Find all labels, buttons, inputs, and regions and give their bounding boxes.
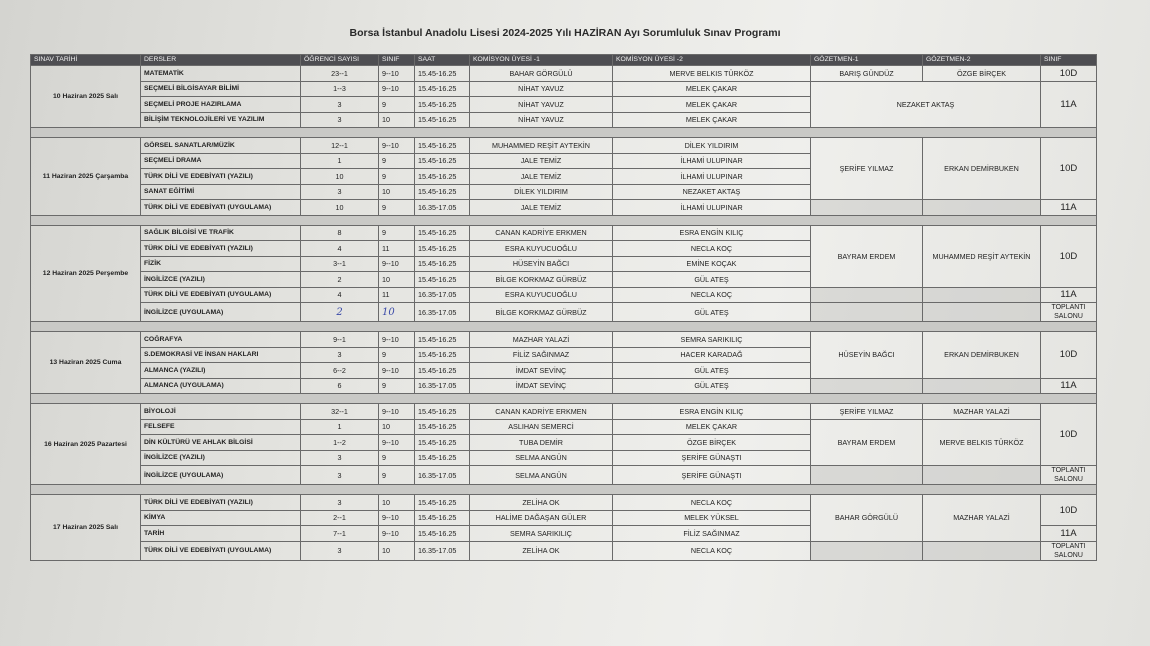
time: 16.35-17.05	[415, 287, 470, 303]
subject: SEÇMELİ PROJE HAZIRLAMA	[141, 97, 301, 113]
grade: 9	[379, 466, 415, 485]
empty-cell	[923, 200, 1041, 216]
committee-2: ÖZGE BİRÇEK	[613, 435, 811, 451]
subject: SEÇMELİ DRAMA	[141, 153, 301, 169]
committee-2: ŞERİFE GÜNAŞTI	[613, 450, 811, 466]
grade: 10	[379, 272, 415, 288]
subject: SEÇMELİ BİLGİSAYAR BİLİMİ	[141, 81, 301, 97]
time: 15.45-16.25	[415, 225, 470, 241]
room: 10D	[1041, 225, 1097, 287]
separator-row	[31, 485, 1097, 495]
room: 11A	[1041, 200, 1097, 216]
time: 15.45-16.25	[415, 332, 470, 348]
proctor-1: BAYRAM ERDEM	[811, 225, 923, 287]
exam-date: 13 Haziran 2025 Cuma	[31, 332, 141, 394]
grade: 9--10	[379, 138, 415, 154]
time: 15.45-16.25	[415, 169, 470, 185]
separator	[31, 485, 1097, 495]
committee-2: MELEK ÇAKAR	[613, 81, 811, 97]
room: TOPLANTI SALONU	[1041, 466, 1097, 485]
committee-2: ESRA ENGİN KILIÇ	[613, 225, 811, 241]
time: 15.45-16.25	[415, 66, 470, 82]
grade: 9--10	[379, 435, 415, 451]
subject: İNGİLİZCE (UYGULAMA)	[141, 466, 301, 485]
header-cell: DERSLER	[141, 55, 301, 66]
committee-1: TUBA DEMİR	[470, 435, 613, 451]
empty-cell	[923, 541, 1041, 560]
grade: 10	[379, 184, 415, 200]
room: 10D	[1041, 495, 1097, 526]
student-count: 10	[301, 169, 379, 185]
empty-cell	[811, 378, 923, 394]
committee-1: HALİME DAĞAŞAN GÜLER	[470, 510, 613, 526]
table-row	[31, 225, 1097, 241]
exam-schedule-table	[30, 54, 1097, 561]
grade: 9--10	[379, 510, 415, 526]
subject: KİMYA	[141, 510, 301, 526]
separator-row	[31, 322, 1097, 332]
time: 16.35-17.05	[415, 541, 470, 560]
table-row	[31, 332, 1097, 348]
time: 16.35-17.05	[415, 378, 470, 394]
committee-1: DİLEK YILDIRIM	[470, 184, 613, 200]
student-count: 6--2	[301, 363, 379, 379]
table-row	[31, 419, 1097, 435]
subject: BİYOLOJİ	[141, 404, 301, 420]
grade: 9	[379, 169, 415, 185]
committee-1: JALE TEMİZ	[470, 153, 613, 169]
room: 10D	[1041, 404, 1097, 466]
committee-2: FİLİZ SAĞINMAZ	[613, 526, 811, 542]
proctor-2: MERVE BELKIS TÜRKÖZ	[923, 419, 1041, 466]
committee-2: MELEK ÇAKAR	[613, 419, 811, 435]
time: 15.45-16.25	[415, 450, 470, 466]
subject: TÜRK DİLİ VE EDEBİYATI (YAZILI)	[141, 169, 301, 185]
grade: 10	[379, 541, 415, 560]
time: 15.45-16.25	[415, 419, 470, 435]
subject: MATEMATİK	[141, 66, 301, 82]
committee-1: FİLİZ SAĞINMAZ	[470, 347, 613, 363]
committee-2: EMİNE KOÇAK	[613, 256, 811, 272]
committee-1: ESRA KUYUCUOĞLU	[470, 287, 613, 303]
room: 10D	[1041, 332, 1097, 379]
time: 15.45-16.25	[415, 241, 470, 257]
page-title: Borsa İstanbul Anadolu Lisesi 2024-2025 Yılı HAZİRAN Ayı Sorumluluk Sınav Programı	[349, 27, 781, 39]
grade: 9	[379, 225, 415, 241]
grade: 9--10	[379, 526, 415, 542]
empty-cell	[923, 303, 1041, 322]
time: 15.45-16.25	[415, 184, 470, 200]
committee-2: İLHAMİ ULUPINAR	[613, 200, 811, 216]
committee-2: NECLA KOÇ	[613, 495, 811, 511]
proctor-1: ŞERİFE YILMAZ	[811, 138, 923, 200]
table-row	[31, 66, 1097, 82]
committee-2: ŞERİFE GÜNAŞTI	[613, 466, 811, 485]
header-cell: SAAT	[415, 55, 470, 66]
committee-1: BAHAR GÖRGÜLÜ	[470, 66, 613, 82]
grade: 10	[379, 419, 415, 435]
table-row	[31, 378, 1097, 394]
committee-2: ESRA ENGİN KILIÇ	[613, 404, 811, 420]
header-cell: SINIF	[1041, 55, 1097, 66]
separator	[31, 394, 1097, 404]
committee-2: GÜL ATEŞ	[613, 363, 811, 379]
subject: TARİH	[141, 526, 301, 542]
room: 11A	[1041, 287, 1097, 303]
table-row	[31, 81, 1097, 97]
empty-cell	[811, 200, 923, 216]
separator	[31, 215, 1097, 225]
grade: 11	[379, 241, 415, 257]
proctor-2: MAZHAR YALAZİ	[923, 495, 1041, 542]
subject: İNGİLİZCE (YAZILI)	[141, 450, 301, 466]
committee-2: MELEK ÇAKAR	[613, 112, 811, 128]
empty-cell	[923, 287, 1041, 303]
header-cell: GÖZETMEN-2	[923, 55, 1041, 66]
subject: S.DEMOKRASİ VE İNSAN HAKLARI	[141, 347, 301, 363]
committee-2: İLHAMİ ULUPINAR	[613, 153, 811, 169]
room: 11A	[1041, 378, 1097, 394]
subject: TÜRK DİLİ VE EDEBİYATI (UYGULAMA)	[141, 287, 301, 303]
committee-1: MAZHAR YALAZİ	[470, 332, 613, 348]
exam-date: 11 Haziran 2025 Çarşamba	[31, 138, 141, 216]
time: 15.45-16.25	[415, 347, 470, 363]
proctor-1: BAHAR GÖRGÜLÜ	[811, 495, 923, 542]
header-cell: KOMİSYON ÜYESİ -1	[470, 55, 613, 66]
student-count: 1	[301, 419, 379, 435]
table-row	[31, 138, 1097, 154]
committee-2: DİLEK YILDIRIM	[613, 138, 811, 154]
committee-2: İLHAMİ ULUPINAR	[613, 169, 811, 185]
subject: COĞRAFYA	[141, 332, 301, 348]
time: 16.35-17.05	[415, 200, 470, 216]
proctor-2: ERKAN DEMİRBUKEN	[923, 332, 1041, 379]
committee-1: BİLGE KORKMAZ GÜRBÜZ	[470, 272, 613, 288]
student-count: 3--1	[301, 256, 379, 272]
grade: 9--10	[379, 81, 415, 97]
subject: SANAT EĞİTİMİ	[141, 184, 301, 200]
committee-2: MERVE BELKIS TÜRKÖZ	[613, 66, 811, 82]
exam-date: 16 Haziran 2025 Pazartesi	[31, 404, 141, 485]
grade: 9	[379, 97, 415, 113]
committee-2: NECLA KOÇ	[613, 287, 811, 303]
empty-cell	[923, 466, 1041, 485]
committee-1: ZELİHA OK	[470, 541, 613, 560]
exam-date: 12 Haziran 2025 Perşembe	[31, 225, 141, 322]
committee-1: CANAN KADRİYE ERKMEN	[470, 404, 613, 420]
student-count: 12--1	[301, 138, 379, 154]
committee-1: MUHAMMED REŞİT AYTEKİN	[470, 138, 613, 154]
proctor-merged: NEZAKET AKTAŞ	[811, 81, 1041, 128]
time: 15.45-16.25	[415, 81, 470, 97]
committee-1: SEMRA SARIKILIÇ	[470, 526, 613, 542]
table-row	[31, 541, 1097, 560]
time: 15.45-16.25	[415, 510, 470, 526]
header-cell: SINAV TARİHİ	[31, 55, 141, 66]
student-count: 3	[301, 112, 379, 128]
committee-1: CANAN KADRİYE ERKMEN	[470, 225, 613, 241]
student-count: 8	[301, 225, 379, 241]
proctor-1: ŞERİFE YILMAZ	[811, 404, 923, 420]
empty-cell	[811, 466, 923, 485]
room: 10D	[1041, 138, 1097, 200]
subject: DİN KÜLTÜRÜ VE AHLAK BİLGİSİ	[141, 435, 301, 451]
empty-cell	[811, 287, 923, 303]
student-count: 3	[301, 541, 379, 560]
room: 10D	[1041, 66, 1097, 82]
committee-1: İMDAT SEVİNÇ	[470, 363, 613, 379]
student-count: 7--1	[301, 526, 379, 542]
student-count: 3	[301, 466, 379, 485]
committee-1: İMDAT SEVİNÇ	[470, 378, 613, 394]
grade: 9	[379, 378, 415, 394]
table-row	[31, 466, 1097, 485]
student-count: 6	[301, 378, 379, 394]
grade: 9--10	[379, 256, 415, 272]
grade: 9	[379, 450, 415, 466]
grade: 9	[379, 200, 415, 216]
grade: 9--10	[379, 332, 415, 348]
table-row	[31, 404, 1097, 420]
exam-date: 17 Haziran 2025 Salı	[31, 495, 141, 561]
grade: 9--10	[379, 404, 415, 420]
student-count: 10	[301, 200, 379, 216]
student-count: 3	[301, 495, 379, 511]
subject: İNGİLİZCE (UYGULAMA)	[141, 303, 301, 322]
subject: ALMANCA (YAZILI)	[141, 363, 301, 379]
student-count-handwritten: 2	[301, 303, 379, 322]
room: 11A	[1041, 81, 1097, 128]
grade: 11	[379, 287, 415, 303]
time: 16.35-17.05	[415, 303, 470, 322]
student-count: 1--2	[301, 435, 379, 451]
subject: SAĞLIK BİLGİSİ VE TRAFİK	[141, 225, 301, 241]
committee-1: SELMA ANGÜN	[470, 450, 613, 466]
exam-date: 10 Haziran 2025 Salı	[31, 66, 141, 128]
separator-row	[31, 215, 1097, 225]
room: TOPLANTI SALONU	[1041, 541, 1097, 560]
time: 15.45-16.25	[415, 363, 470, 379]
grade: 10	[379, 112, 415, 128]
subject: ALMANCA (UYGULAMA)	[141, 378, 301, 394]
committee-2: GÜL ATEŞ	[613, 272, 811, 288]
time: 15.45-16.25	[415, 272, 470, 288]
committee-2: GÜL ATEŞ	[613, 378, 811, 394]
subject: TÜRK DİLİ VE EDEBİYATI (UYGULAMA)	[141, 541, 301, 560]
subject: TÜRK DİLİ VE EDEBİYATI (YAZILI)	[141, 495, 301, 511]
committee-1: ZELİHA OK	[470, 495, 613, 511]
student-count: 2--1	[301, 510, 379, 526]
grade-handwritten: 10	[379, 303, 415, 322]
table-row	[31, 200, 1097, 216]
subject: FELSEFE	[141, 419, 301, 435]
separator	[31, 128, 1097, 138]
time: 15.45-16.25	[415, 256, 470, 272]
separator-row	[31, 394, 1097, 404]
time: 15.45-16.25	[415, 138, 470, 154]
time: 15.45-16.25	[415, 526, 470, 542]
committee-2: NECLA KOÇ	[613, 541, 811, 560]
grade: 9	[379, 153, 415, 169]
header-cell: KOMİSYON ÜYESİ -2	[613, 55, 811, 66]
student-count: 1--3	[301, 81, 379, 97]
header-cell: ÖĞRENCİ SAYISI	[301, 55, 379, 66]
grade: 9--10	[379, 66, 415, 82]
student-count: 4	[301, 241, 379, 257]
committee-2: HACER KARADAĞ	[613, 347, 811, 363]
time: 15.45-16.25	[415, 97, 470, 113]
committee-2: MELEK ÇAKAR	[613, 97, 811, 113]
subject: FİZİK	[141, 256, 301, 272]
subject: GÖRSEL SANATLAR/MÜZİK	[141, 138, 301, 154]
header-cell: SINIF	[379, 55, 415, 66]
committee-1: ESRA KUYUCUOĞLU	[470, 241, 613, 257]
committee-2: SEMRA SARIKILIÇ	[613, 332, 811, 348]
student-count: 3	[301, 97, 379, 113]
subject: TÜRK DİLİ VE EDEBİYATI (UYGULAMA)	[141, 200, 301, 216]
time: 15.45-16.25	[415, 112, 470, 128]
empty-cell	[811, 541, 923, 560]
separator	[31, 322, 1097, 332]
committee-2: NEZAKET AKTAŞ	[613, 184, 811, 200]
committee-1: JALE TEMİZ	[470, 200, 613, 216]
student-count: 32--1	[301, 404, 379, 420]
student-count: 4	[301, 287, 379, 303]
table-row	[31, 495, 1097, 511]
separator-row	[31, 128, 1097, 138]
table-row	[31, 303, 1097, 322]
empty-cell	[811, 303, 923, 322]
proctor-1: BARIŞ GÜNDÜZ	[811, 66, 923, 82]
student-count: 23--1	[301, 66, 379, 82]
committee-1: NİHAT YAVUZ	[470, 81, 613, 97]
committee-1: NİHAT YAVUZ	[470, 97, 613, 113]
committee-1: NİHAT YAVUZ	[470, 112, 613, 128]
grade: 9	[379, 347, 415, 363]
room: TOPLANTI SALONU	[1041, 303, 1097, 322]
subject: BİLİŞİM TEKNOLOJİLERİ VE YAZILIM	[141, 112, 301, 128]
header-row	[31, 55, 1097, 66]
grade: 10	[379, 495, 415, 511]
time: 15.45-16.25	[415, 153, 470, 169]
table-row	[31, 287, 1097, 303]
committee-1: ASLIHAN SEMERCİ	[470, 419, 613, 435]
time: 15.45-16.25	[415, 495, 470, 511]
committee-2: GÜL ATEŞ	[613, 303, 811, 322]
proctor-2: MUHAMMED REŞİT AYTEKİN	[923, 225, 1041, 287]
committee-2: MELEK YÜKSEL	[613, 510, 811, 526]
committee-1: BİLGE KORKMAZ GÜRBÜZ	[470, 303, 613, 322]
subject: TÜRK DİLİ VE EDEBİYATI (YAZILI)	[141, 241, 301, 257]
proctor-1: HÜSEYİN BAĞCI	[811, 332, 923, 379]
student-count: 3	[301, 184, 379, 200]
proctor-2: ÖZGE BİRÇEK	[923, 66, 1041, 82]
time: 16.35-17.05	[415, 466, 470, 485]
time: 15.45-16.25	[415, 435, 470, 451]
committee-1: SELMA ANGÜN	[470, 466, 613, 485]
header-cell: GÖZETMEN-1	[811, 55, 923, 66]
proctor-2: ERKAN DEMİRBUKEN	[923, 138, 1041, 200]
proctor-1: BAYRAM ERDEM	[811, 419, 923, 466]
student-count: 3	[301, 347, 379, 363]
committee-1: JALE TEMİZ	[470, 169, 613, 185]
grade: 9--10	[379, 363, 415, 379]
committee-2: NECLA KOÇ	[613, 241, 811, 257]
student-count: 1	[301, 153, 379, 169]
empty-cell	[923, 378, 1041, 394]
committee-1: HÜSEYİN BAĞCI	[470, 256, 613, 272]
student-count: 2	[301, 272, 379, 288]
student-count: 3	[301, 450, 379, 466]
room: 11A	[1041, 526, 1097, 542]
time: 15.45-16.25	[415, 404, 470, 420]
subject: İNGİLİZCE (YAZILI)	[141, 272, 301, 288]
proctor-2: MAZHAR YALAZİ	[923, 404, 1041, 420]
student-count: 9--1	[301, 332, 379, 348]
